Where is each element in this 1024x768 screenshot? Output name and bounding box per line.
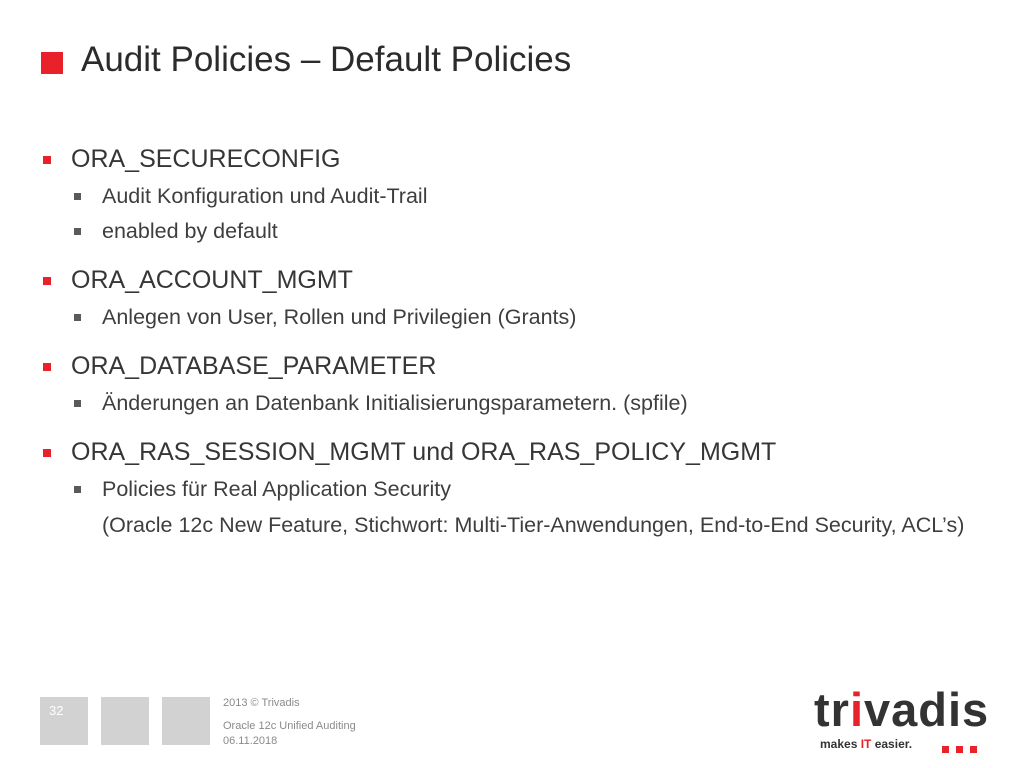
- sub-bullet-item: Änderungen an Datenbank Initialisierungsparametern. (spfile): [102, 391, 688, 415]
- sub-bullet-marker: [74, 193, 81, 200]
- sub-bullet-marker: [74, 228, 81, 235]
- bullet-item-ras-mgmt: ORA_RAS_SESSION_MGMT und ORA_RAS_POLICY_MGMT: [71, 438, 777, 466]
- sub-bullet-item: Anlegen von User, Rollen und Privilegien (Grants): [102, 305, 577, 329]
- bullet-marker: [43, 449, 51, 457]
- sub-bullet-item: Policies für Real Application Security: [102, 477, 451, 501]
- footer-date: 06.11.2018: [223, 735, 278, 747]
- footer-copyright: 2013 © Trivadis: [223, 697, 300, 709]
- sub-bullet-marker: [74, 400, 81, 407]
- sub-bullet-marker: [74, 314, 81, 321]
- bullet-marker: [43, 277, 51, 285]
- footer-box: [162, 697, 210, 745]
- footer-page-box: [40, 697, 88, 745]
- bullet-marker: [43, 363, 51, 371]
- sub-bullet-item: enabled by default: [102, 219, 278, 243]
- page-number: 32: [49, 703, 64, 718]
- footer-box: [101, 697, 149, 745]
- bullet-item-database-parameter: ORA_DATABASE_PARAMETER: [71, 352, 437, 380]
- bullet-item-secureconfig: ORA_SECURECONFIG: [71, 145, 341, 173]
- logo-dots: [942, 740, 984, 758]
- title-marker: [41, 52, 63, 74]
- bullet-item-account-mgmt: ORA_ACCOUNT_MGMT: [71, 266, 353, 294]
- bullet-marker: [43, 156, 51, 164]
- sub-bullet-marker: [74, 486, 81, 493]
- sub-bullet-item: Audit Konfiguration und Audit-Trail: [102, 184, 428, 208]
- logo-tagline: makes IT easier.: [820, 737, 913, 751]
- page-title: Audit Policies – Default Policies: [81, 40, 572, 79]
- sub-bullet-continuation: (Oracle 12c New Feature, Stichwort: Multi-Tier-Anwendungen, End-to-End Security, ACL’s): [102, 513, 965, 537]
- logo-wordmark: trivadis: [814, 683, 990, 736]
- footer-topic: Oracle 12c Unified Auditing: [223, 720, 356, 732]
